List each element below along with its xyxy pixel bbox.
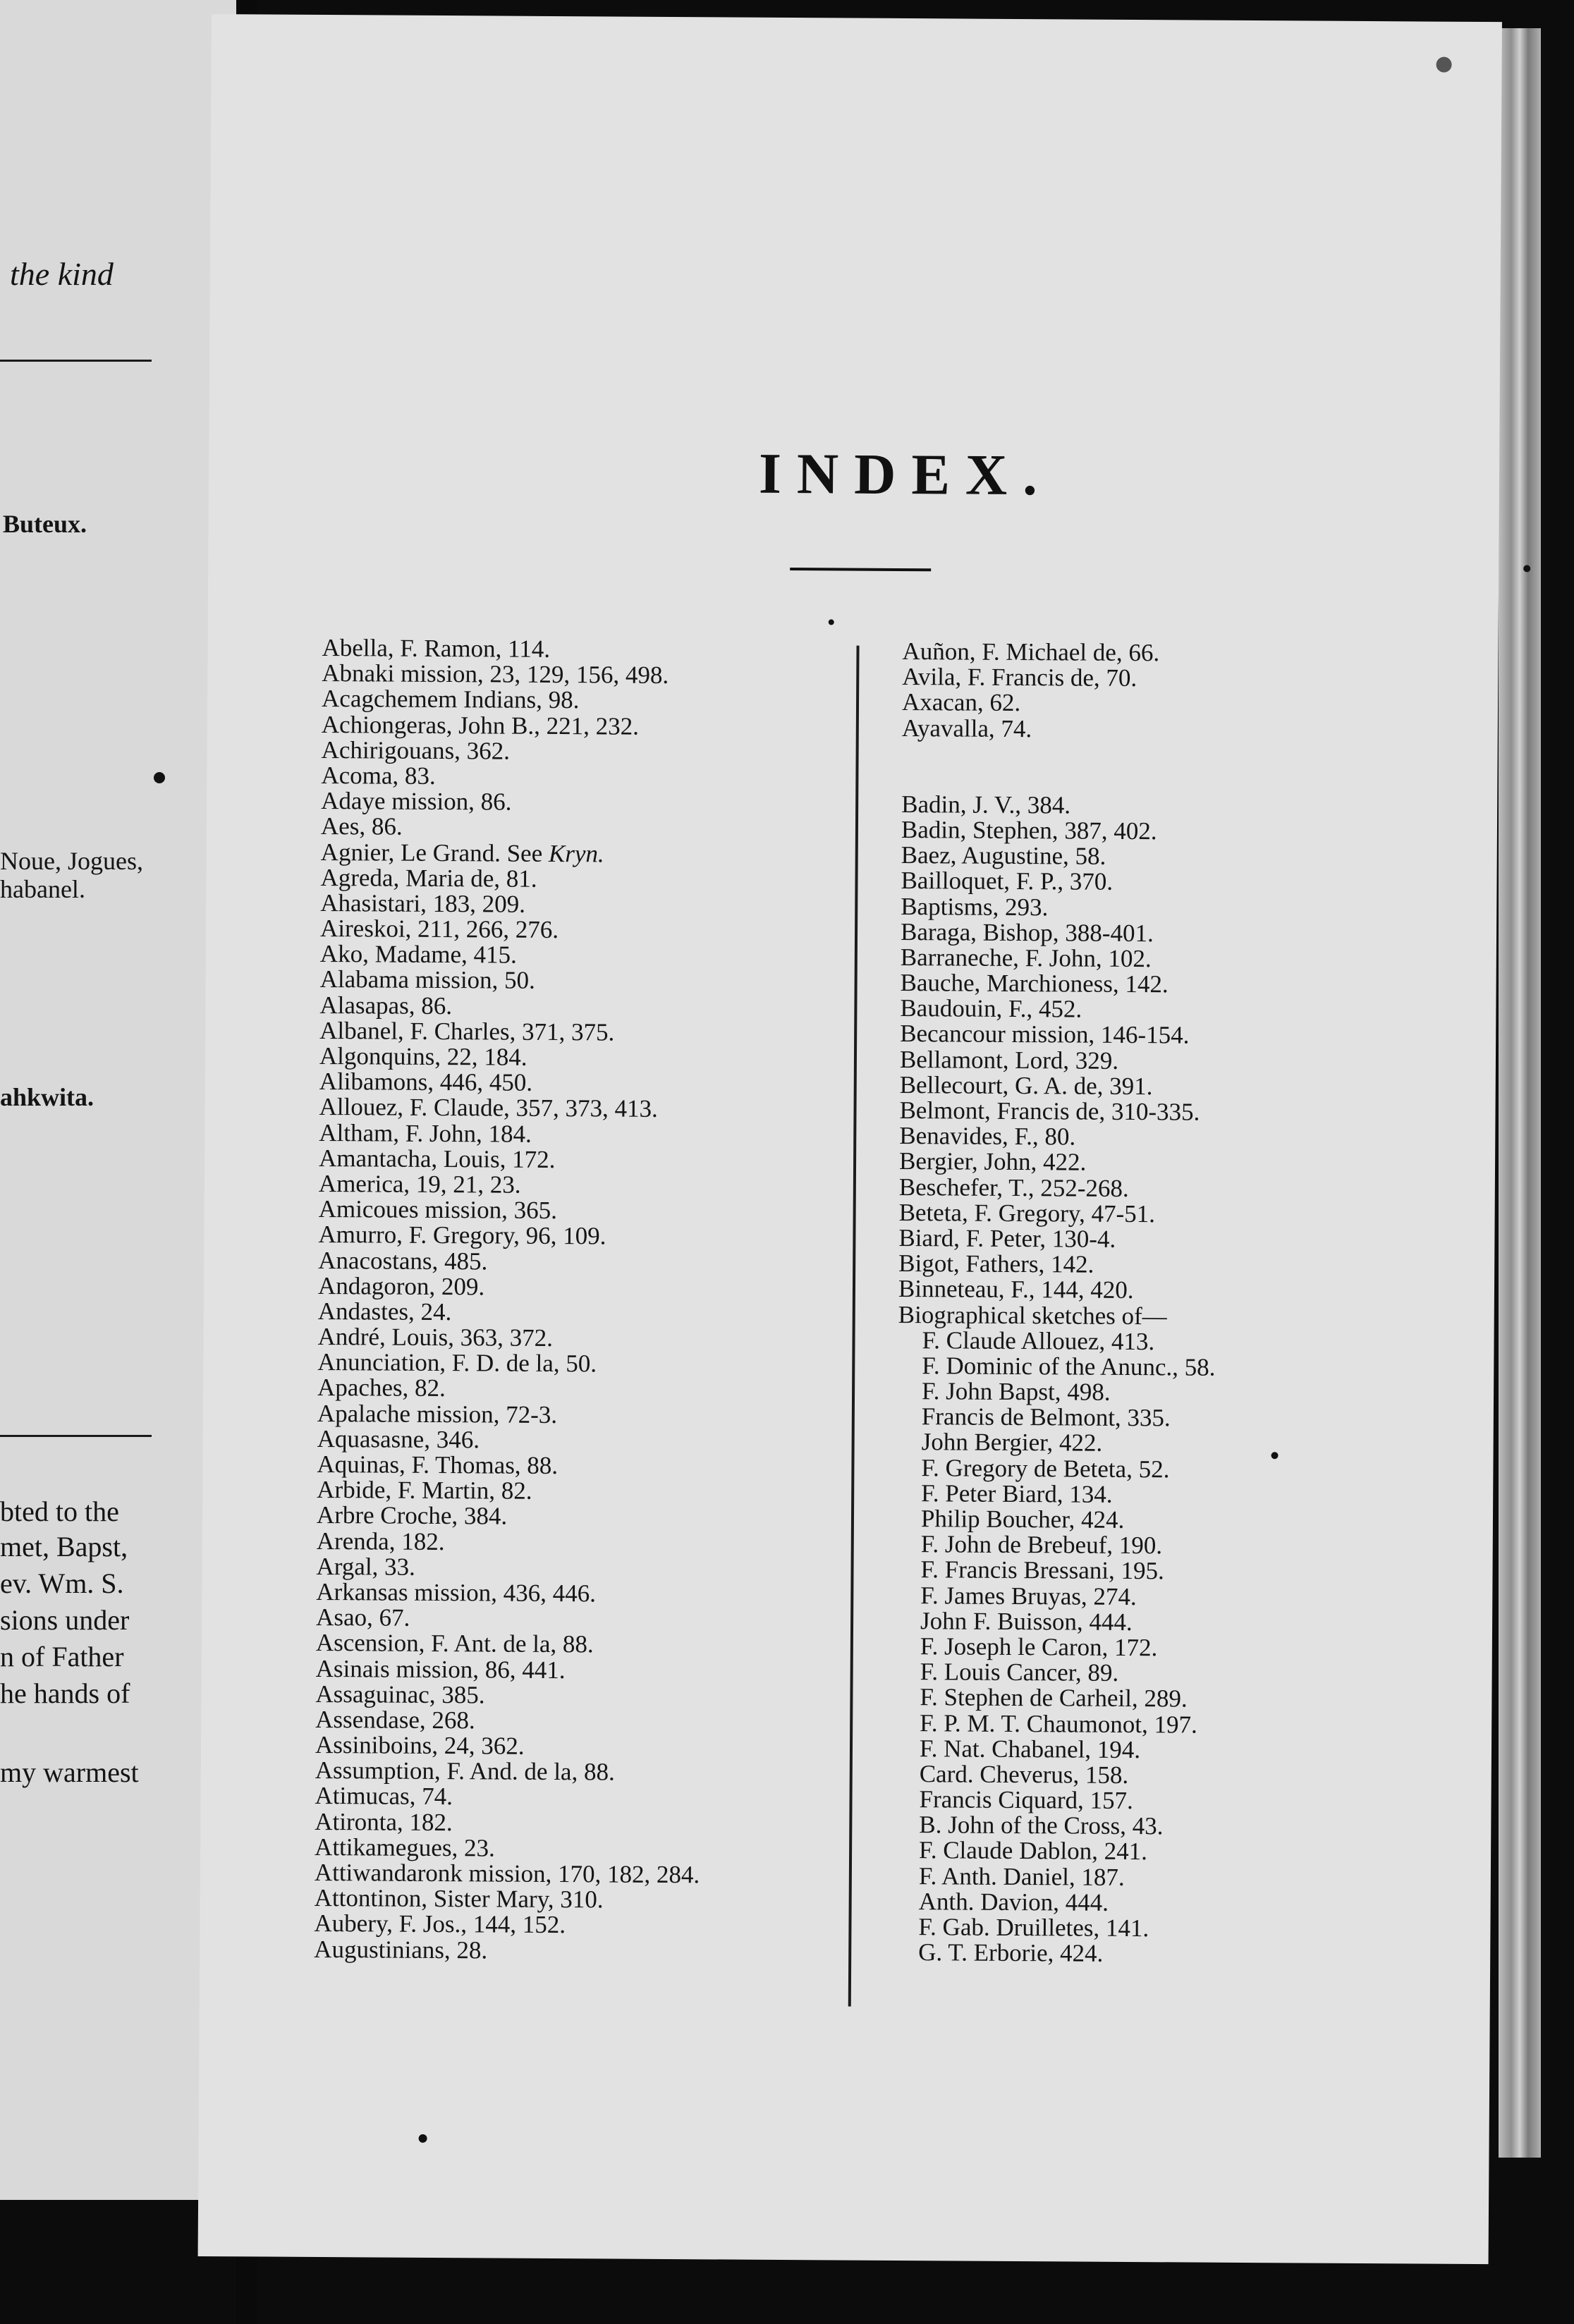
index-entry: America, 19, 21, 23. (318, 1169, 521, 1199)
index-subentry: Francis de Belmont, 335. (921, 1402, 1171, 1432)
title-rule (790, 568, 931, 571)
ink-speck (1523, 565, 1530, 572)
left-fragment-habanel: habanel. (0, 875, 85, 903)
left-line-6: he hands of (0, 1677, 130, 1709)
index-entry: Anacostans, 485. (318, 1246, 488, 1275)
index-entry: Adaye mission, 86. (321, 787, 512, 816)
index-entry: Belmont, Francis de, 310-335. (899, 1096, 1200, 1126)
index-subentry: F. Nat. Chabanel, 194. (919, 1734, 1141, 1763)
index-entry: Arbide, F. Martin, 82. (317, 1476, 532, 1505)
index-entry: Alasapas, 86. (319, 991, 453, 1020)
index-entry: Achiongeras, John B., 221, 232. (321, 710, 640, 740)
index-entry: Baudouin, F., 452. (900, 994, 1082, 1023)
ink-speck (1436, 57, 1452, 73)
index-entry: Aquasasne, 346. (317, 1424, 480, 1454)
index-entry: Bellamont, Lord, 329. (899, 1045, 1119, 1075)
index-entry: Ascension, F. Ant. de la, 88. (315, 1629, 594, 1658)
index-entry: Anunciation, F. D. de la, 50. (317, 1348, 597, 1378)
index-entry: Acoma, 83. (321, 761, 436, 790)
index-entry: Amantacha, Louis, 172. (318, 1144, 556, 1173)
left-rule-top (0, 360, 152, 362)
index-entry: Aireskoi, 211, 266, 276. (319, 915, 559, 944)
index-entry-heading: Biographical sketches of— (898, 1300, 1167, 1330)
index-entry: Arenda, 182. (316, 1527, 445, 1555)
index-entry: Attontinon, Sister Mary, 310. (314, 1884, 604, 1914)
index-entry: Assendase, 268. (315, 1705, 475, 1735)
page-edge (1499, 28, 1541, 2158)
index-subentry: F. Anth. Daniel, 187. (918, 1861, 1125, 1891)
index-entry: Attikamegues, 23. (315, 1833, 495, 1862)
section-gap (901, 741, 1219, 794)
index-entry: Beschefer, T., 252-268. (898, 1173, 1129, 1202)
index-entry: Albanel, F. Charles, 371, 375. (319, 1016, 615, 1046)
index-subentry: F. Dominic of the Anunc., 58. (922, 1352, 1216, 1381)
index-entry: Apaches, 82. (317, 1374, 446, 1402)
index-entry: Andastes, 24. (317, 1297, 452, 1326)
index-entry-agnier (321, 839, 707, 867)
index-subentry: F. Stephen de Carheil, 289. (920, 1683, 1188, 1713)
column-divider (848, 646, 860, 2007)
index-entry: Augustinians, 28. (314, 1935, 488, 1964)
index-subentry: F. John Bapst, 498. (921, 1377, 1111, 1406)
index-entry: Bigot, Fathers, 142. (898, 1249, 1094, 1278)
index-entry: Baraga, Bishop, 388-401. (900, 917, 1154, 947)
index-entry: Amicoues mission, 365. (318, 1195, 558, 1225)
index-entry: Achirigouans, 362. (321, 735, 511, 765)
index-entry: Axacan, 62. (901, 688, 1021, 717)
index-entry: Atimucas, 74. (315, 1782, 453, 1811)
ink-speck (829, 619, 834, 625)
left-line-2: met, Bapst, (0, 1531, 128, 1562)
left-line-3: ev. Wm. S. (0, 1567, 124, 1599)
index-subentry: G. T. Erborie, 424. (918, 1938, 1104, 1967)
index-entry: Becancour mission, 146-154. (900, 1020, 1190, 1049)
index-entry: Allouez, F. Claude, 357, 373, 413. (319, 1093, 659, 1123)
index-entry: Atironta, 182. (315, 1807, 453, 1836)
index-subentry: F. Francis Bressani, 195. (920, 1555, 1164, 1585)
index-column-b (894, 639, 1220, 1967)
index-entry: Bergier, John, 422. (898, 1147, 1087, 1176)
index-entry: Arkansas mission, 436, 446. (316, 1577, 597, 1608)
index-entry: Abella, F. Ramon, 114. (322, 633, 551, 663)
index-subentry: Anth. Davion, 444. (918, 1887, 1109, 1916)
left-fragment-buteux: Buteux. (3, 510, 87, 538)
page-title: INDEX. (758, 441, 1054, 508)
left-line-1: bted to the (0, 1496, 119, 1527)
index-entry-text: Agnier, Le Grand. See (320, 838, 543, 867)
index-entry: Bellecourt, G. A. de, 391. (899, 1070, 1153, 1100)
index-entry: André, Louis, 363, 372. (317, 1323, 554, 1352)
index-subentry: F. Claude Dablon, 241. (918, 1836, 1148, 1866)
index-entry: Beteta, F. Gregory, 47-51. (898, 1198, 1156, 1228)
index-entry: Algonquins, 22, 184. (319, 1041, 527, 1071)
index-entry: Ayavalla, 74. (901, 714, 1032, 742)
index-entry: Aes, 86. (320, 812, 403, 840)
left-fragment-ahkwita: ahkwita. (0, 1083, 94, 1111)
index-entry: Andagoron, 209. (317, 1271, 485, 1301)
index-entry: Agreda, Maria de, 81. (320, 863, 537, 893)
index-entry: Binneteau, F., 144, 420. (898, 1275, 1134, 1304)
index-subentry: F. Joseph le Caron, 172. (920, 1632, 1158, 1662)
index-subentry: F. P. M. T. Chaumonot, 197. (920, 1708, 1197, 1739)
index-entry: Argal, 33. (316, 1552, 415, 1581)
index-entry: Asao, 67. (315, 1603, 410, 1632)
left-fragment-noue: Noue, Jogues, (0, 847, 143, 875)
left-rule-bottom (0, 1435, 152, 1437)
index-subentry: B. John of the Cross, 43. (919, 1811, 1164, 1840)
index-entry: Asinais mission, 86, 441. (315, 1654, 566, 1684)
index-entry: Apalache mission, 72-3. (317, 1399, 558, 1429)
index-subentry: F. John de Brebeuf, 190. (920, 1530, 1163, 1560)
index-entry: Alabama mission, 50. (319, 965, 536, 995)
index-entry: Benavides, F., 80. (899, 1122, 1076, 1151)
index-subentry: John F. Buisson, 444. (920, 1606, 1133, 1636)
index-entry: Acagchemem Indians, 98. (321, 685, 580, 714)
index-entry: Amurro, F. Gregory, 96, 109. (318, 1221, 606, 1250)
index-entry: Alibamons, 446, 450. (319, 1068, 533, 1096)
index-entry: Aquinas, F. Thomas, 88. (317, 1450, 559, 1480)
ink-speck (154, 772, 165, 783)
index-column-a (314, 635, 707, 1964)
index-subentry: F. Louis Cancer, 89. (920, 1658, 1119, 1687)
index-entry: Ako, Madame, 415. (319, 940, 517, 969)
index-subentry: Card. Cheverus, 158. (919, 1760, 1129, 1789)
ink-speck (419, 2134, 427, 2143)
left-line-4: sions under (0, 1604, 130, 1636)
index-subentry: Francis Ciquard, 157. (919, 1785, 1133, 1815)
index-entry: Baez, Augustine, 58. (901, 841, 1106, 870)
index-subentry: Philip Boucher, 424. (920, 1505, 1125, 1534)
cross-reference: Kryn. (548, 839, 604, 867)
left-line-7: my warmest (0, 1756, 139, 1788)
index-entry: Assumption, F. And. de la, 88. (315, 1756, 615, 1786)
index-entry: Bauche, Marchioness, 142. (900, 969, 1169, 998)
index-entry: Attiwandaronk mission, 170, 182, 284. (314, 1858, 700, 1889)
index-entry: Ahasistari, 183, 209. (320, 888, 526, 918)
index-entry: Abnaki mission, 23, 129, 156, 498. (322, 659, 669, 690)
index-subentry: F. Gregory de Beteta, 52. (921, 1453, 1170, 1483)
left-line-5: n of Father (0, 1641, 124, 1672)
index-entry: Badin, J. V., 384. (901, 790, 1071, 819)
index-subentry: F. Peter Biard, 134. (921, 1479, 1113, 1508)
index-entry: Biard, F. Peter, 130-4. (898, 1223, 1116, 1253)
index-entry: Auñon, F. Michael de, 66. (902, 637, 1160, 667)
left-fragment-kind: the kind (10, 256, 114, 292)
index-subentry: John Bergier, 422. (921, 1428, 1103, 1457)
index-entry: Assaguinac, 385. (315, 1680, 485, 1709)
index-entry: Assiniboins, 24, 362. (315, 1731, 525, 1760)
index-entry: Barraneche, F. John, 102. (900, 943, 1152, 973)
index-subentry: F. Gab. Druilletes, 141. (918, 1913, 1149, 1943)
index-entry: Aubery, F. Jos., 144, 152. (314, 1909, 566, 1939)
ink-speck (1271, 1452, 1279, 1459)
index-subentry: F. Claude Allouez, 413. (922, 1326, 1155, 1355)
index-subentry: F. James Bruyas, 274. (920, 1581, 1137, 1610)
index-entry: Arbre Croche, 384. (316, 1501, 508, 1530)
index-entry: Baptisms, 293. (901, 892, 1049, 921)
index-entry: Badin, Stephen, 387, 402. (901, 815, 1157, 845)
index-entry: Avila, F. Francis de, 70. (902, 663, 1137, 692)
index-page (198, 14, 1502, 2264)
index-entry: Bailloquet, F. P., 370. (901, 867, 1114, 896)
index-entry: Altham, F. John, 184. (319, 1118, 532, 1148)
